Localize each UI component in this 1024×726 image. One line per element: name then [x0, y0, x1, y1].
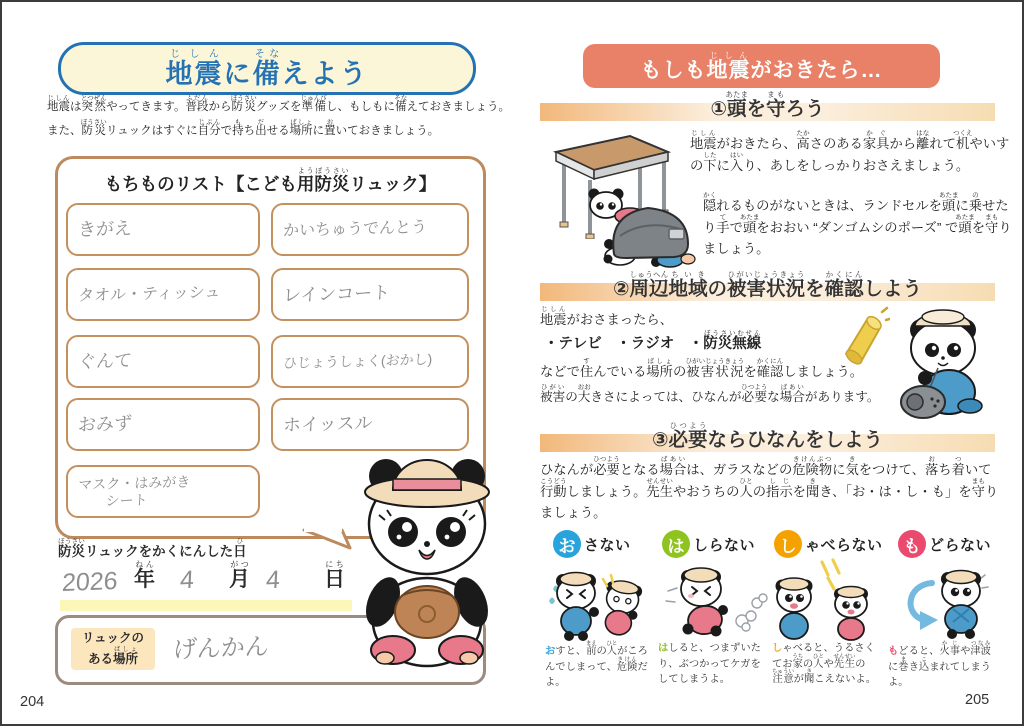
badge-hashiranai-label: しらない: [693, 536, 756, 554]
section-3-body: ひなんが必要ひつようとなる場合ばあいは、ガラスなどの危険物きけんぶつに気きをつけて、落おち着ついて行動こうどうしましょう。先生せんせいやおうちの人ひとの指示しじを聞きき、「お・は・し・も」を守まもりましょう。: [540, 456, 999, 520]
checklist-item-5: [66, 335, 260, 388]
caption-hashiranai: [658, 641, 766, 688]
checklist-item-8-text: ホイッスル: [282, 412, 374, 435]
panda-pushing-illustration: [545, 563, 655, 643]
mascot-panda-illustration: [342, 436, 510, 668]
badge-shaberanai-circle: し: [774, 530, 802, 558]
checklist-item-6-text: ひじょうしょく(おかし): [282, 351, 433, 372]
caption-hashiranai-lead: は: [658, 643, 669, 654]
caption-modoranai-text: どると、火事かじや津波つなみに巻まき込こまれてしまうよ。: [888, 641, 991, 688]
caption-shaberanai: [772, 641, 880, 688]
checklist-item-3-text: タオル・ティッシュ: [77, 284, 221, 305]
badge-osanai-label: さない: [584, 536, 631, 554]
caption-osanai-lead: お: [545, 646, 556, 657]
section-2-line-2: ・テレビ ・ラジオ ・防災無線ぼうさいむせん: [544, 330, 762, 352]
caption-modoranai: [888, 641, 996, 691]
backpack-check-date-label: 防災ぼうさいリュックをかくにんした日ひ: [58, 538, 247, 559]
badge-hashiranai: [662, 529, 755, 559]
badge-shaberanai: [774, 529, 883, 559]
date-month-unit: 月がつ: [229, 560, 250, 591]
checklist-item-6: [271, 335, 469, 388]
date-year-unit: 年ねん: [134, 560, 155, 591]
page-number-right: 205: [965, 692, 990, 708]
checklist-item-2: [271, 203, 469, 256]
checklist-item-3: [66, 268, 260, 321]
megaphone-icon: [838, 306, 890, 370]
panda-returning-illustration: [886, 563, 998, 643]
intro-text: [47, 95, 525, 143]
date-year-value: 2026: [61, 566, 119, 598]
caption-modoranai-lead: も: [888, 646, 899, 657]
badge-modoranai: [898, 529, 991, 559]
right-page-banner: [583, 44, 940, 88]
caption-shaberanai-text: ゃべると、うるさくてお家うちの人ひとや先生せんせいの注意ちゅういが聞きこえないよ。: [772, 643, 877, 686]
badge-osanai: [553, 529, 631, 559]
section-2-line-3: などで住すんでいる場所ばしょの被害状況ひがいじょうきょうを確認かくにんしましょう。: [540, 358, 864, 379]
right-page-banner-title: もしも地震じしんがおきたら…: [640, 51, 883, 82]
checklist-item-2-text: かいちゅうでんとう: [282, 219, 428, 240]
badge-hashiranai-circle: は: [662, 530, 690, 558]
checklist-item-9-text: マスク・はみがき シート: [77, 473, 191, 509]
radio-panda-illustration: [885, 302, 990, 422]
location-label-chip: [71, 628, 155, 670]
caption-osanai-text: すと、前まえの人ひとがころんでしまって、危険きけんだよ。: [545, 641, 648, 688]
checklist-item-1: [66, 203, 260, 256]
panda-running-illustration: [658, 563, 768, 643]
caption-hashiranai-text: しると、つまずいたり、ぶつかってケガをしてしまうよ。: [658, 643, 761, 685]
title-banner: [58, 42, 476, 95]
section-2-heading: ②周辺しゅうへん地域ちいきの被害状況ひがいじょうきょうを確認かくにんしよう: [612, 270, 923, 300]
checklist-item-9: [66, 465, 260, 518]
checklist-item-1-text: きがえ: [77, 217, 133, 240]
badge-shaberanai-label: ゃべらない: [805, 536, 883, 554]
checklist-item-5-text: ぐんて: [77, 349, 133, 372]
section-1-paragraph-2: 隠かくれるものがないときは、ランドセルを頭あたまに乗のせたり手てで頭あたまをおおい “ダンゴムシのポーズ” で頭あたまを守まもりましょう。: [703, 192, 1012, 256]
date-day-unit: 日にち: [324, 560, 345, 591]
location-label-line-1: リュックの: [81, 630, 145, 645]
page-number-left: 204: [20, 694, 45, 710]
badge-osanai-circle: お: [553, 530, 581, 558]
badge-modoranai-label: どらない: [929, 536, 992, 554]
checklist-title: もちものリスト【こども用よう防災ぼうさいリュック】: [104, 168, 437, 194]
intro-line-1: 地震じしんは突然とつぜんやってきます。普段ふだんから防災ぼうさいグッズを準備じゅんびし、もしもに備そなえておきましょう。: [47, 95, 510, 113]
section-2-line-1: 地震じしんがおさまったら、: [540, 306, 673, 327]
section-2-line-4: 被害ひがいの大おおきさによっては、ひなんが必要ひつような場合ばあいがあります。: [540, 384, 880, 404]
checklist-item-7-text: おみず: [77, 412, 133, 435]
dangomushi-panda-illustration: [596, 196, 706, 268]
panda-talking-illustration: [770, 556, 882, 643]
location-label-line-2: ある場所ばしょ: [87, 646, 139, 666]
checklist-item-4: [271, 268, 469, 321]
page-title: 地震じしんに備そなえよう: [165, 49, 369, 89]
caption-osanai: [545, 641, 653, 691]
location-value: げんかん: [172, 633, 270, 664]
section-3-heading: ③必要ひつようならひなんをしよう: [651, 421, 884, 451]
intro-line-2: また、防災ぼうさいリュックはすぐに自分じぶんで持もち出だせる場所ばしょに置おいておきましょう。: [47, 119, 440, 137]
section-1-heading: ①頭あたまを守まもろう: [710, 90, 825, 120]
checklist-item-7: [66, 398, 260, 451]
section-1-paragraph-1: 地震じしんがおきたら、高たかさのある家具かぐから離はなれて机つくえやいすの下したに入はいり、あしをしっかりおさえましょう。: [690, 130, 1010, 173]
date-day-value: 4: [265, 565, 281, 595]
checklist-item-4-text: レインコート: [282, 282, 391, 306]
date-month-value: 4: [179, 565, 195, 595]
date-highlight: [60, 600, 352, 611]
caption-shaberanai-lead: し: [772, 643, 783, 654]
badge-modoranai-circle: も: [898, 530, 926, 558]
